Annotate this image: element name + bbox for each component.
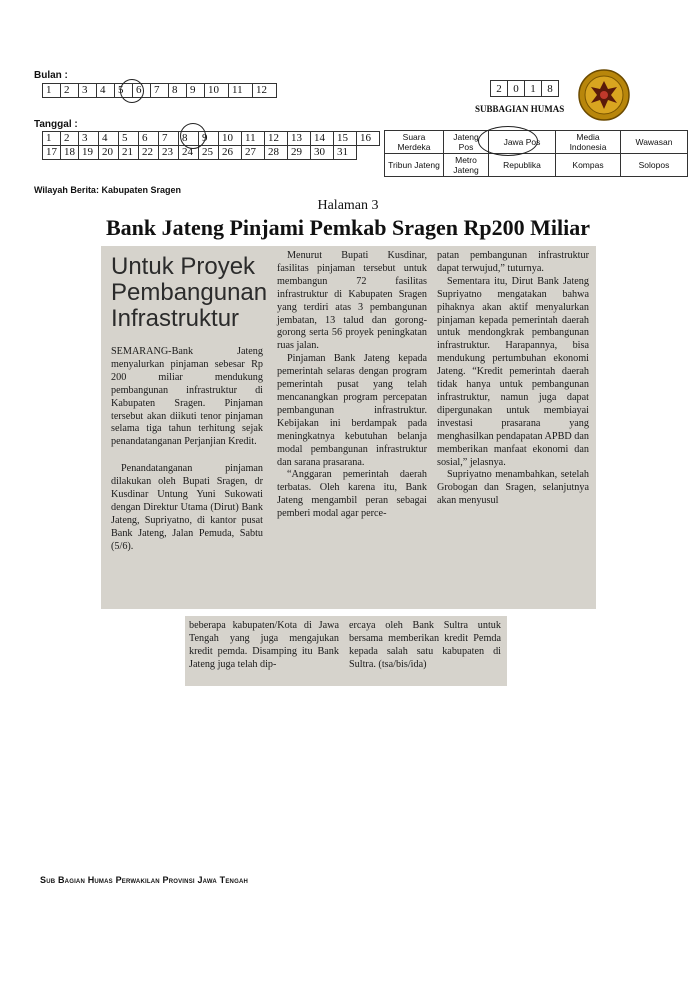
grid-cell: 13 — [288, 132, 311, 146]
grid-cell: 4 — [97, 84, 115, 98]
grid-cell: 22 — [139, 146, 159, 160]
grid-cell: 18 — [61, 146, 79, 160]
grid-cell: 24 — [179, 146, 199, 160]
grid-cell: 1 — [43, 132, 61, 146]
grid-cell: 23 — [159, 146, 179, 160]
bulan-selection-circle — [120, 79, 144, 103]
article-paragraph: Menurut Bupati Kusdinar, fasilitas pinjaman tersebut untuk membangun 72 fasilitas infrastruktur di Kabupaten Sragen yang terdiri atas 3 pembangunan jembatan, 13 talud dan gorong-gorong serta 56 proyek peningkatan ruas jalan. — [277, 250, 427, 352]
article-paragraph: SEMARANG-Bank Jateng menyalurkan pinjaman sebesar Rp 200 miliar mendukung pembangunan infrastruktur di Kabupaten Sragen. Pinjaman tersebut akan diikuti tenor pinjaman selama tiga tahun terhitung sejak penandatanganan Perjanjian Kredit. — [111, 346, 263, 448]
paper-kompas: Kompas — [556, 154, 621, 177]
clip-column-2 — [277, 250, 427, 521]
paper-solopos: Solopos — [621, 154, 688, 177]
paper-jateng-pos: Jateng Pos — [444, 131, 489, 154]
article-paragraph: ercaya oleh Bank Sultra untuk bersama memberikan kredit Pemda kepada salah satu kabupaten di Sultra. (tsa/bis/ida) — [349, 620, 501, 670]
grid-cell: 25 — [199, 146, 219, 160]
article-paragraph: Supriyatno menambahkan, setelah Grobogan dan Sragen, selanjutnya akan menyusul — [437, 469, 589, 507]
grid-cell: 11 — [229, 84, 253, 98]
grid-cell: 5 — [119, 132, 139, 146]
grid-cell: 2 — [61, 84, 79, 98]
tanggal-grid — [42, 131, 380, 160]
grid-cell: 15 — [334, 132, 357, 146]
grid-cell: 29 — [288, 146, 311, 160]
grid-cell: 26 — [219, 146, 242, 160]
grid-cell: 9 — [187, 84, 205, 98]
grid-cell: 11 — [242, 132, 265, 146]
grid-cell: 17 — [43, 146, 61, 160]
grid-cell: 27 — [242, 146, 265, 160]
grid-cell: 6 — [139, 132, 159, 146]
wilayah-berita: Wilayah Berita: Kabupaten Sragen — [34, 185, 181, 195]
paper-jawa-pos: Jawa Pos — [489, 131, 556, 154]
year-digit: 1 — [525, 81, 542, 97]
bulan-label: Bulan : — [34, 70, 68, 81]
grid-cell: 8 — [179, 132, 199, 146]
grid-cell: 1 — [43, 84, 61, 98]
grid-cell: 6 — [133, 84, 151, 98]
page-label: Halaman 3 — [317, 198, 379, 213]
year-digit: 0 — [508, 81, 525, 97]
headline: Bank Jateng Pinjami Pemkab Sragen Rp200 Miliar — [105, 215, 590, 240]
grid-cell: 21 — [119, 146, 139, 160]
paper-suara-merdeka: Suara Merdeka — [385, 131, 444, 154]
grid-cell: 12 — [265, 132, 288, 146]
article-paragraph: Pinjaman Bank Jateng kepada pemerintah selaras dengan program pemerintah pusat yang telah mencanangkan program percepatan pembangunan infrastruktur. Kebijakan ini berdampak pada meningkatnya kebutuhan belanja modal pembangunan infrastruktur dan sarana prasarana. — [277, 353, 427, 468]
grid-cell: 3 — [79, 132, 99, 146]
grid-cell: 5 — [115, 84, 133, 98]
grid-cell: 7 — [159, 132, 179, 146]
paper-tribun-jateng: Tribun Jateng — [385, 154, 444, 177]
clip-lower-column-1 — [189, 620, 339, 672]
garuda-emblem-icon — [577, 69, 631, 121]
grid-cell: 28 — [265, 146, 288, 160]
paper-republika: Republika — [489, 154, 556, 177]
article-clipping-continued — [185, 616, 507, 686]
unit-title: SUBBAGIAN HUMAS — [475, 104, 565, 114]
grid-cell: 2 — [61, 132, 79, 146]
clip-column-3 — [437, 250, 589, 508]
clip-column-1 — [111, 253, 268, 554]
article-paragraph: patan pembangunan infrastruktur dapat terwujud,” tuturnya. — [437, 250, 589, 274]
article-paragraph: “Anggaran pemerintah daerah terbatas. Oleh karena itu, Bank Jateng mengambil peran sebagai pemberi modal agar perce- — [277, 469, 427, 520]
grid-cell: 10 — [219, 132, 242, 146]
grid-cell: 10 — [205, 84, 229, 98]
article-paragraph: Sementara itu, Dirut Bank Jateng Supriyatno mengatakan bahwa pihaknya akan aktif menyalurkan pinjaman kepada pemerintah daerah untuk mendongkrak pembangunan infrastruktur. Harapannya, bisa mendukung pertumbuhan ekonomi Jateng. “Kredit pemerintah daerah tidak hanya untuk pembangunan infrastruktur, namun juga dapat dipergunakan untuk membiayai investasi prasarana yang menghasilkan pendapatan APBD dan memberikan manfaat ekonomi dan sosial,” jelasnya. — [437, 275, 589, 468]
grid-cell: 8 — [169, 84, 187, 98]
grid-cell: 16 — [357, 132, 380, 146]
tanggal-selection-circle — [180, 123, 206, 149]
tanggal-label: Tanggal : — [34, 119, 78, 130]
grid-cell: 7 — [151, 84, 169, 98]
article-paragraph: Penandatanganan pinjaman dilakukan oleh Bupati Sragen, dr Kusdinar Untung Yuni Sukowati dengan Direktur Utama (Dirut) Bank Jateng, Supriyatno, di kantor pusat Bank Jateng, Jalan Pemuda, Sabtu (5/6). — [111, 463, 263, 552]
article-paragraph: beberapa kabupaten/Kota di Jawa Tengah yang juga mengajukan kredit pemda. Disamping itu Bank Jateng juga telah dip- — [189, 620, 339, 670]
paper-metro-jateng: Metro Jateng — [444, 154, 489, 177]
grid-cell: 20 — [99, 146, 119, 160]
grid-cell: 14 — [311, 132, 334, 146]
year-digit: 2 — [491, 81, 508, 97]
article-kicker: Untuk Proyek Pembangunan Infrastruktur — [111, 253, 268, 332]
paper-selection-circle — [478, 126, 538, 156]
paper-media-indonesia: Media Indonesia — [556, 131, 621, 154]
year-box — [490, 80, 559, 97]
clip-lower-column-2 — [349, 620, 501, 672]
grid-cell: 4 — [99, 132, 119, 146]
grid-cell: 3 — [79, 84, 97, 98]
grid-cell: 12 — [253, 84, 277, 98]
paper-wawasan: Wawasan — [621, 131, 688, 154]
grid-cell: 30 — [311, 146, 334, 160]
footer-text: Sub Bagian Humas Perwakilan Provinsi Jawa Tengah — [40, 875, 249, 885]
grid-cell: 19 — [79, 146, 99, 160]
article-clipping — [101, 246, 596, 609]
grid-cell: 9 — [199, 132, 219, 146]
year-digit: 8 — [542, 81, 559, 97]
bulan-grid — [42, 83, 277, 98]
grid-cell: 31 — [334, 146, 357, 160]
